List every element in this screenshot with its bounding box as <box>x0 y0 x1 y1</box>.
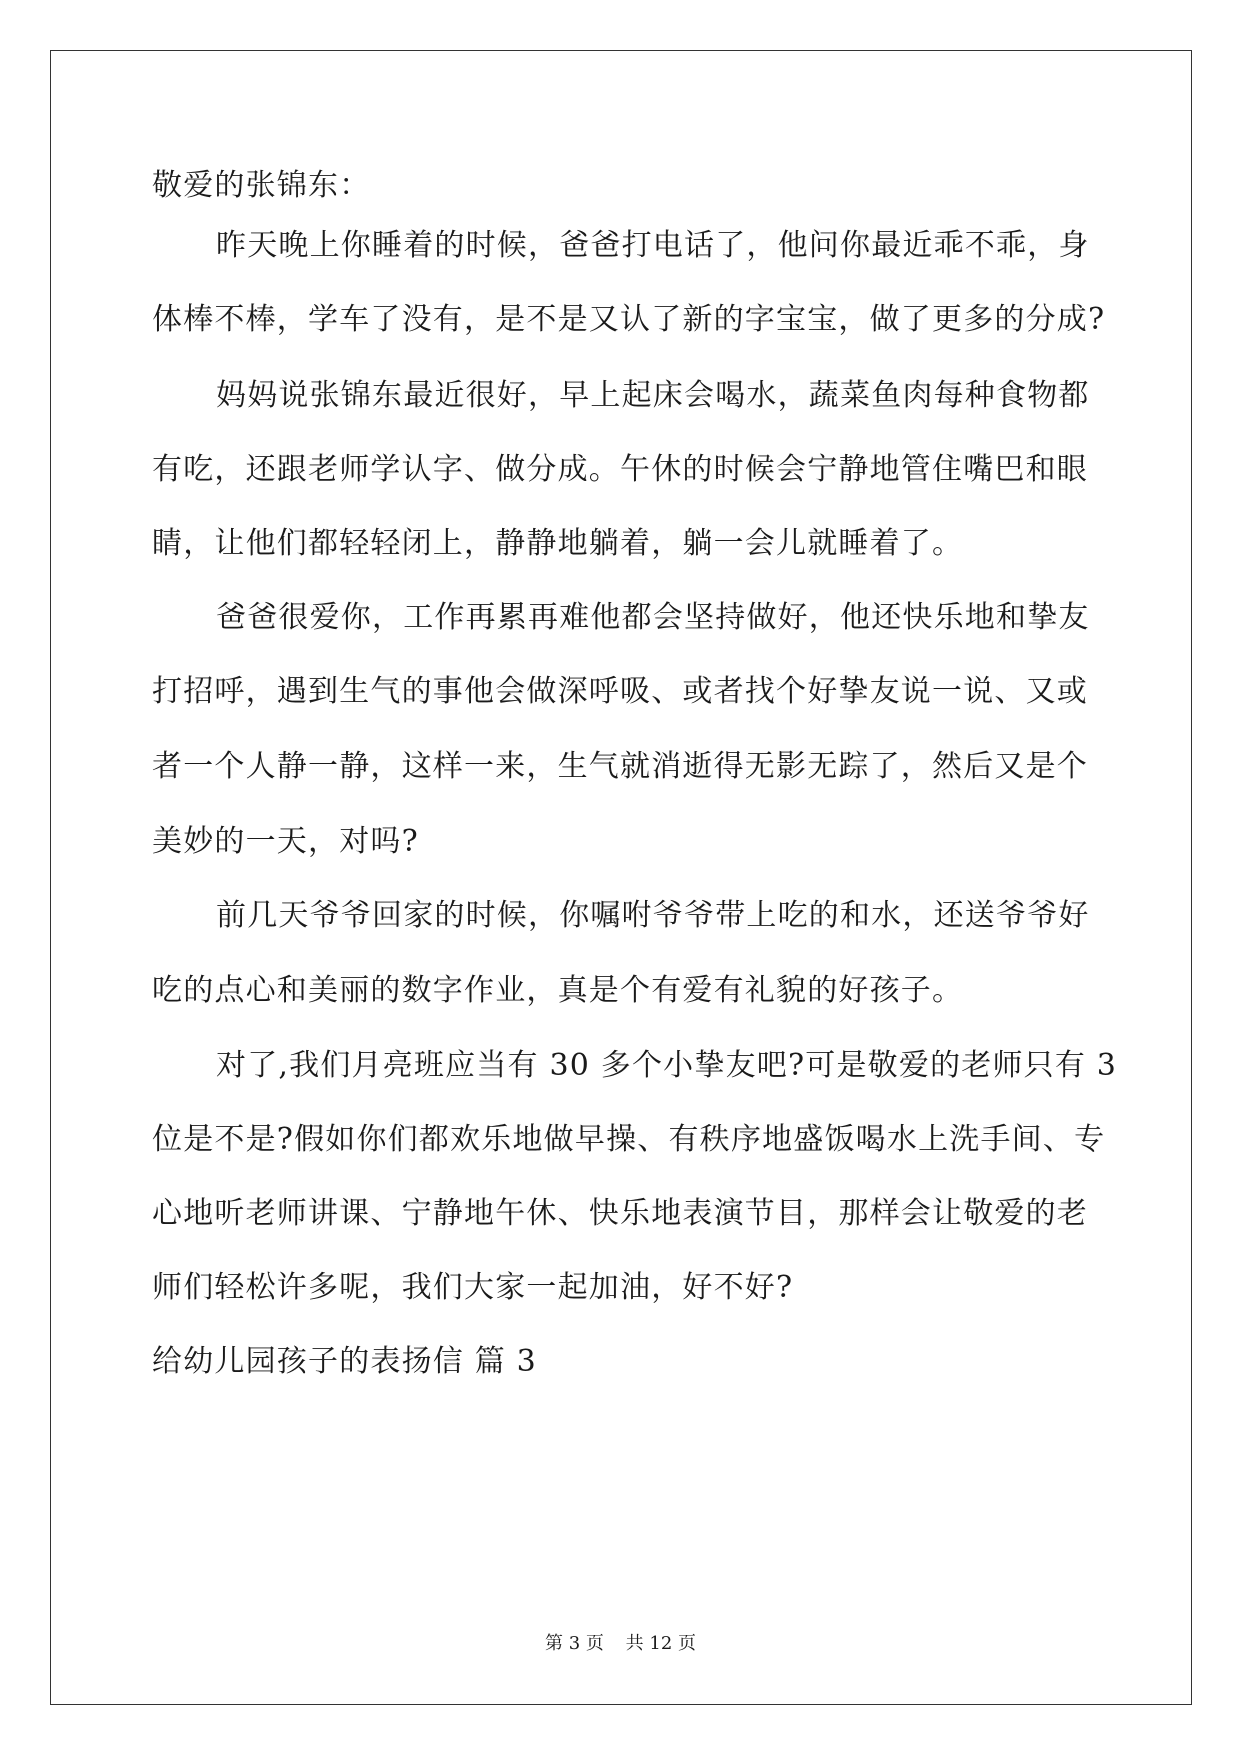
page-border <box>50 50 1192 1705</box>
paragraph-line: 睛，让他们都轻轻闭上，静静地躺着，躺一会儿就睡着了。 <box>152 526 964 561</box>
paragraph-line: 者一个人静一静，这样一来，生气就消逝得无影无踪了，然后又是个 <box>152 749 1088 784</box>
section-heading: 给幼儿园孩子的表扬信 篇 3 <box>152 1344 537 1379</box>
paragraph-line: 打招呼，遇到生气的事他会做深呼吸、或者找个好挚友说一说、又或 <box>152 674 1088 709</box>
paragraph-line: 对了,我们月亮班应当有 30 多个小挚友吧?可是敬爱的老师只有 3 <box>216 1048 1118 1083</box>
paragraph-line: 心地听老师讲课、宁静地午休、快乐地表演节目，那样会让敬爱的老 <box>152 1196 1088 1231</box>
paragraph-line: 爸爸很爱你，工作再累再难他都会坚持做好，他还快乐地和挚友 <box>216 600 1090 635</box>
page-footer <box>0 1632 1241 1656</box>
paragraph-line: 妈妈说张锦东最近很好，早上起床会喝水，蔬菜鱼肉每种食物都 <box>216 378 1090 413</box>
paragraph-line: 有吃，还跟老师学认字、做分成。午休的时候会宁静地管住嘴巴和眼 <box>152 452 1088 487</box>
paragraph-line: 师们轻松许多呢，我们大家一起加油，好不好? <box>152 1270 794 1305</box>
page-total: 共 12 页 <box>625 1633 696 1654</box>
salutation: 敬爱的张锦东： <box>152 168 371 203</box>
page-number: 第 3 页 <box>545 1633 604 1654</box>
paragraph-line: 位是不是?假如你们都欢乐地做早操、有秩序地盛饭喝水上洗手间、专 <box>152 1122 1106 1157</box>
paragraph-line: 体棒不棒，学车了没有，是不是又认了新的字宝宝，做了更多的分成? <box>152 302 1106 337</box>
paragraph-line: 吃的点心和美丽的数字作业，真是个有爱有礼貌的好孩子。 <box>152 973 964 1008</box>
paragraph-line: 美妙的一天，对吗? <box>152 824 419 859</box>
paragraph-line: 前几天爷爷回家的时候，你嘱咐爷爷带上吃的和水，还送爷爷好 <box>216 898 1090 933</box>
paragraph-line: 昨天晚上你睡着的时候，爸爸打电话了，他问你最近乖不乖，身 <box>216 228 1090 263</box>
